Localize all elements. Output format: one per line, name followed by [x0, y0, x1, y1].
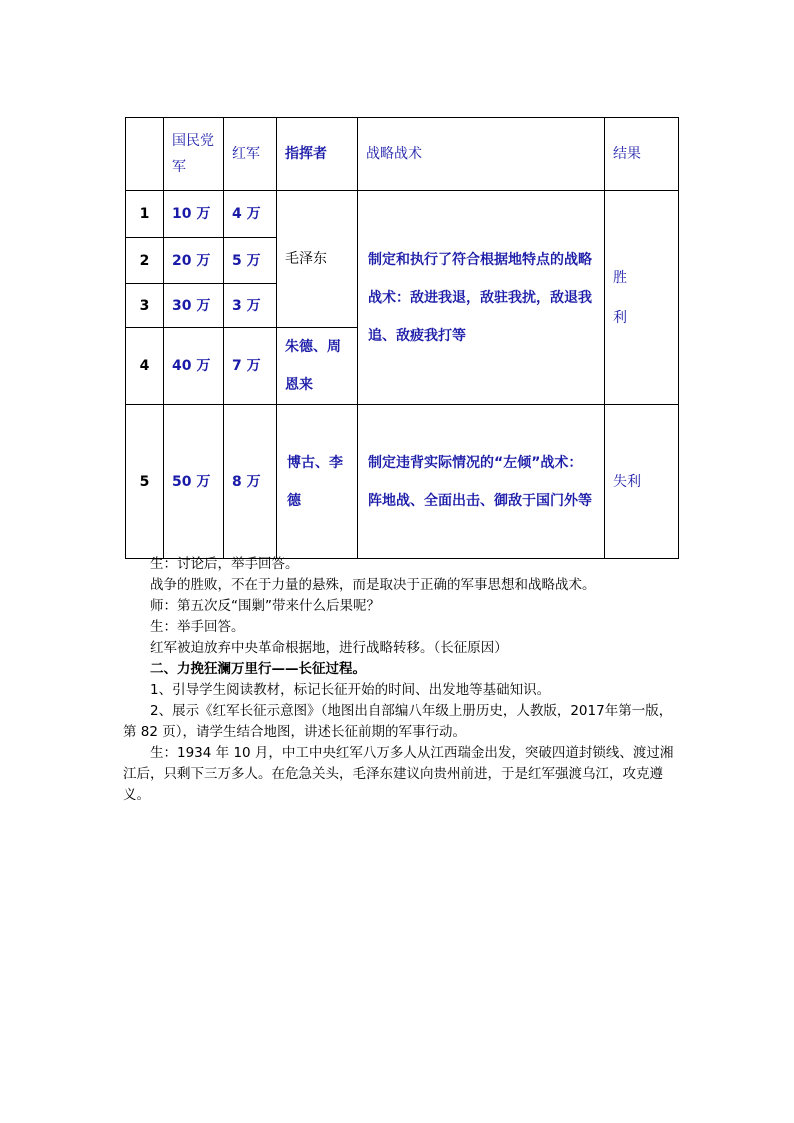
- commander-cell: 博古、李德: [277, 405, 358, 559]
- red-strength: 3 万: [224, 284, 277, 328]
- red-strength: 5 万: [224, 238, 277, 284]
- strategy-cell: 制定和执行了符合根据地特点的战略战术：敌进我退，敌驻我扰，敌退我追、敌疲我打等: [358, 191, 605, 405]
- kmt-strength: 10 万: [164, 191, 224, 238]
- kmt-strength: 20 万: [164, 238, 224, 284]
- paragraph: 生：1934 年 10 月，中工中央红军八万多人从江西瑞金出发，突破四道封锁线、渡过湘江后，只剩下三万多人。在危急关头，毛泽东建议向贵州前进，于是红军强渡乌江，攻克遵义。: [123, 745, 674, 803]
- row-number: 1: [126, 191, 164, 238]
- table-row: [126, 191, 679, 238]
- commander-cell: 朱德、周恩来: [277, 328, 358, 405]
- table-header-row: [126, 118, 679, 191]
- header-kmt: 国民党军: [164, 118, 224, 191]
- strategy-cell: 制定违背实际情况的“左倾”战术：阵地战、全面出击、御敌于国门外等: [358, 405, 605, 559]
- result-cell: 失利: [605, 405, 679, 559]
- paragraph: 1、引导学生阅读教材，标记长征开始的时间、出发地等基础知识。: [150, 682, 551, 698]
- paragraph: 生：讨论后，举手回答。: [150, 556, 299, 572]
- result-char: 利: [613, 309, 627, 326]
- red-strength: 4 万: [224, 191, 277, 238]
- red-strength: 8 万: [224, 405, 277, 559]
- paragraph: 师：第五次反“围剿”带来什么后果呢？: [150, 598, 380, 614]
- row-number: 3: [126, 284, 164, 328]
- kmt-strength: 30 万: [164, 284, 224, 328]
- header-strategy: 战略战术: [358, 118, 605, 191]
- paragraph: 2、展示《红军长征示意图》（地图出自部编八年级上册历史，人教版，2017年第一版，第 82 页），请学生结合地图，讲述长征前期的军事行动。: [123, 703, 673, 740]
- kmt-strength: 50 万: [164, 405, 224, 559]
- kmt-strength: 40 万: [164, 328, 224, 405]
- lesson-text: [123, 554, 683, 806]
- header-result: 结果: [605, 118, 679, 191]
- section-heading: 二、力挽狂澜万里行——长征过程。: [150, 661, 366, 677]
- header-commander: 指挥者: [277, 118, 358, 191]
- row-number: 2: [126, 238, 164, 284]
- header-red-army: 红军: [224, 118, 277, 191]
- row-number: 5: [126, 405, 164, 559]
- result-char: 胜: [613, 269, 627, 286]
- paragraph: 生：举手回答。: [150, 619, 245, 635]
- header-index: [126, 118, 164, 191]
- campaign-table: [125, 117, 679, 559]
- paragraph: 红军被迫放弃中央革命根据地，进行战略转移。（长征原因）: [150, 640, 508, 656]
- result-cell: [605, 191, 679, 405]
- table-row: [126, 405, 679, 559]
- red-strength: 7 万: [224, 328, 277, 405]
- row-number: 4: [126, 328, 164, 405]
- commander-cell: 毛泽东: [277, 191, 358, 328]
- paragraph: 战争的胜败，不在于力量的悬殊，而是取决于正确的军事思想和战略战术。: [150, 577, 596, 593]
